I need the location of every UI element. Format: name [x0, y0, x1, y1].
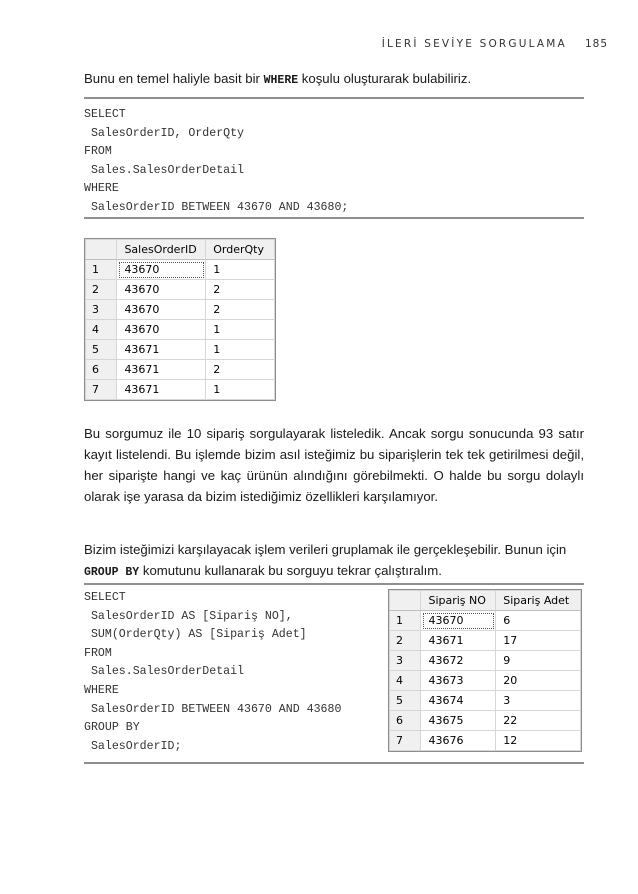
row-number-cell[interactable]: 6 [86, 360, 117, 380]
row-number-cell[interactable]: 5 [390, 691, 421, 711]
code-bottom-rule-2 [84, 762, 584, 764]
explanation-paragraph: Bu sorgumuz ile 10 sipariş sorgulayarak listeledik. Ancak sorgu sonucunda 93 satır kayıt listelendi. Bu işlemde bizim asıl isteğimiz bu siparişlerin tek tek getirilmesi değil, her siparişte hangi ve kaç ürünün alındığını görebilmekti. O halde bu sorgu dolaylı olarak işe yarasa da bizim istediğimiz özellikleri karşılamıyor. [84, 426, 584, 504]
grid-cell[interactable]: 43671 [117, 340, 206, 360]
table-row [390, 711, 581, 731]
group-by-paragraph: Bizim isteğimizi karşılayacak işlem verileri gruplamak ile gerçekleşebilir. Bunun için GROUP BY komutunu kullanarak bu sorguyu tekrar çalıştıralım. [84, 542, 567, 579]
code-line: Sales.SalesOrderDetail [84, 163, 245, 177]
code-line: FROM [84, 145, 112, 159]
row-number-cell[interactable]: 3 [86, 300, 117, 320]
code-line: WHERE [84, 182, 119, 196]
grid-cell[interactable]: 9 [496, 651, 581, 671]
grid-cell[interactable]: 43673 [421, 671, 496, 691]
table-row [390, 631, 581, 651]
grid-cell[interactable]: 20 [496, 671, 581, 691]
grid-cell[interactable]: 43670 [117, 260, 206, 280]
column-header[interactable]: Sipariş Adet [496, 591, 581, 611]
code-top-rule [84, 97, 584, 99]
grid-cell[interactable]: 43670 [117, 300, 206, 320]
running-header [382, 38, 608, 50]
code-line: GROUP BY [84, 721, 140, 735]
grid-cell[interactable]: 43670 [117, 280, 206, 300]
table-row [390, 731, 581, 751]
table-row [86, 340, 275, 360]
table-row [86, 380, 275, 400]
code-line: SUM(OrderQty) AS [Sipariş Adet] [84, 628, 307, 642]
row-number-cell[interactable]: 4 [86, 320, 117, 340]
grid-cell[interactable]: 43675 [421, 711, 496, 731]
grid-cell[interactable]: 3 [496, 691, 581, 711]
table-row [86, 320, 275, 340]
grid-cell[interactable]: 43676 [421, 731, 496, 751]
code-bottom-rule [84, 217, 584, 219]
grid-cell[interactable]: 2 [206, 300, 275, 320]
column-header[interactable]: Sipariş NO [421, 591, 496, 611]
corner-cell [86, 240, 117, 260]
grid-cell[interactable]: 2 [206, 280, 275, 300]
table-row [86, 300, 275, 320]
row-number-cell[interactable]: 4 [390, 671, 421, 691]
grid-cell[interactable]: 43670 [421, 611, 496, 631]
code-line: SalesOrderID BETWEEN 43670 AND 43680; [84, 200, 349, 214]
table-row [390, 651, 581, 671]
grid-cell[interactable]: 17 [496, 631, 581, 651]
grid-cell[interactable]: 43671 [117, 380, 206, 400]
code-line: SELECT [84, 108, 126, 121]
row-number-cell[interactable]: 2 [390, 631, 421, 651]
code-block-2 [84, 589, 341, 756]
table-row [86, 360, 275, 380]
grid-cell[interactable]: 1 [206, 260, 275, 280]
row-number-cell[interactable]: 1 [390, 611, 421, 631]
code-top-rule-2 [84, 583, 584, 585]
grid-cell[interactable]: 43671 [421, 631, 496, 651]
grid-cell[interactable]: 2 [206, 360, 275, 380]
grid-header-row [86, 240, 275, 260]
row-number-cell[interactable]: 7 [86, 380, 117, 400]
grid-cell[interactable]: 43671 [117, 360, 206, 380]
chapter-title: İLERİ SEVİYE SORGULAMA [381, 38, 567, 50]
row-number-cell[interactable]: 7 [390, 731, 421, 751]
code-line: SELECT [84, 591, 126, 604]
group-by-keyword: GROUP BY [84, 566, 140, 579]
row-number-cell[interactable]: 6 [390, 711, 421, 731]
grid-cell[interactable]: 43672 [421, 651, 496, 671]
table-row [390, 671, 581, 691]
column-header[interactable]: OrderQty [206, 240, 275, 260]
grid-cell[interactable]: 12 [496, 731, 581, 751]
code-line: WHERE [84, 683, 119, 697]
code-line: SalesOrderID BETWEEN 43670 AND 43680 [84, 702, 342, 716]
row-number-cell[interactable]: 3 [390, 651, 421, 671]
code-line: Sales.SalesOrderDetail [84, 665, 245, 679]
grid-header-row [390, 591, 581, 611]
row-number-cell[interactable]: 5 [86, 340, 117, 360]
grid-cell[interactable]: 6 [496, 611, 581, 631]
code-line: SalesOrderID AS [Sipariş NO], [84, 609, 293, 623]
code-block-1 [84, 106, 348, 218]
grid-cell[interactable]: 1 [206, 380, 275, 400]
grid-cell[interactable]: 1 [206, 320, 275, 340]
table-row [86, 280, 275, 300]
page-number: 185 [584, 38, 608, 50]
grid-cell[interactable]: 43670 [117, 320, 206, 340]
table-row [390, 691, 581, 711]
corner-cell [390, 591, 421, 611]
result-grid-1 [84, 238, 276, 401]
row-number-cell[interactable]: 2 [86, 280, 117, 300]
grid-cell[interactable]: 22 [496, 711, 581, 731]
table-row [390, 611, 581, 631]
column-header[interactable]: SalesOrderID [117, 240, 206, 260]
grid-cell[interactable]: 43674 [421, 691, 496, 711]
code-line: FROM [84, 646, 112, 660]
result-grid-2 [388, 589, 582, 752]
grid-cell[interactable]: 1 [206, 340, 275, 360]
where-keyword: WHERE [263, 74, 299, 87]
intro-paragraph: Bunu en temel haliyle basit bir WHERE koşulu oluşturarak bulabiliriz. [84, 71, 472, 87]
table-row [86, 260, 275, 280]
code-line: SalesOrderID, OrderQty [84, 126, 245, 140]
code-line: SalesOrderID; [84, 739, 182, 753]
row-number-cell[interactable]: 1 [86, 260, 117, 280]
